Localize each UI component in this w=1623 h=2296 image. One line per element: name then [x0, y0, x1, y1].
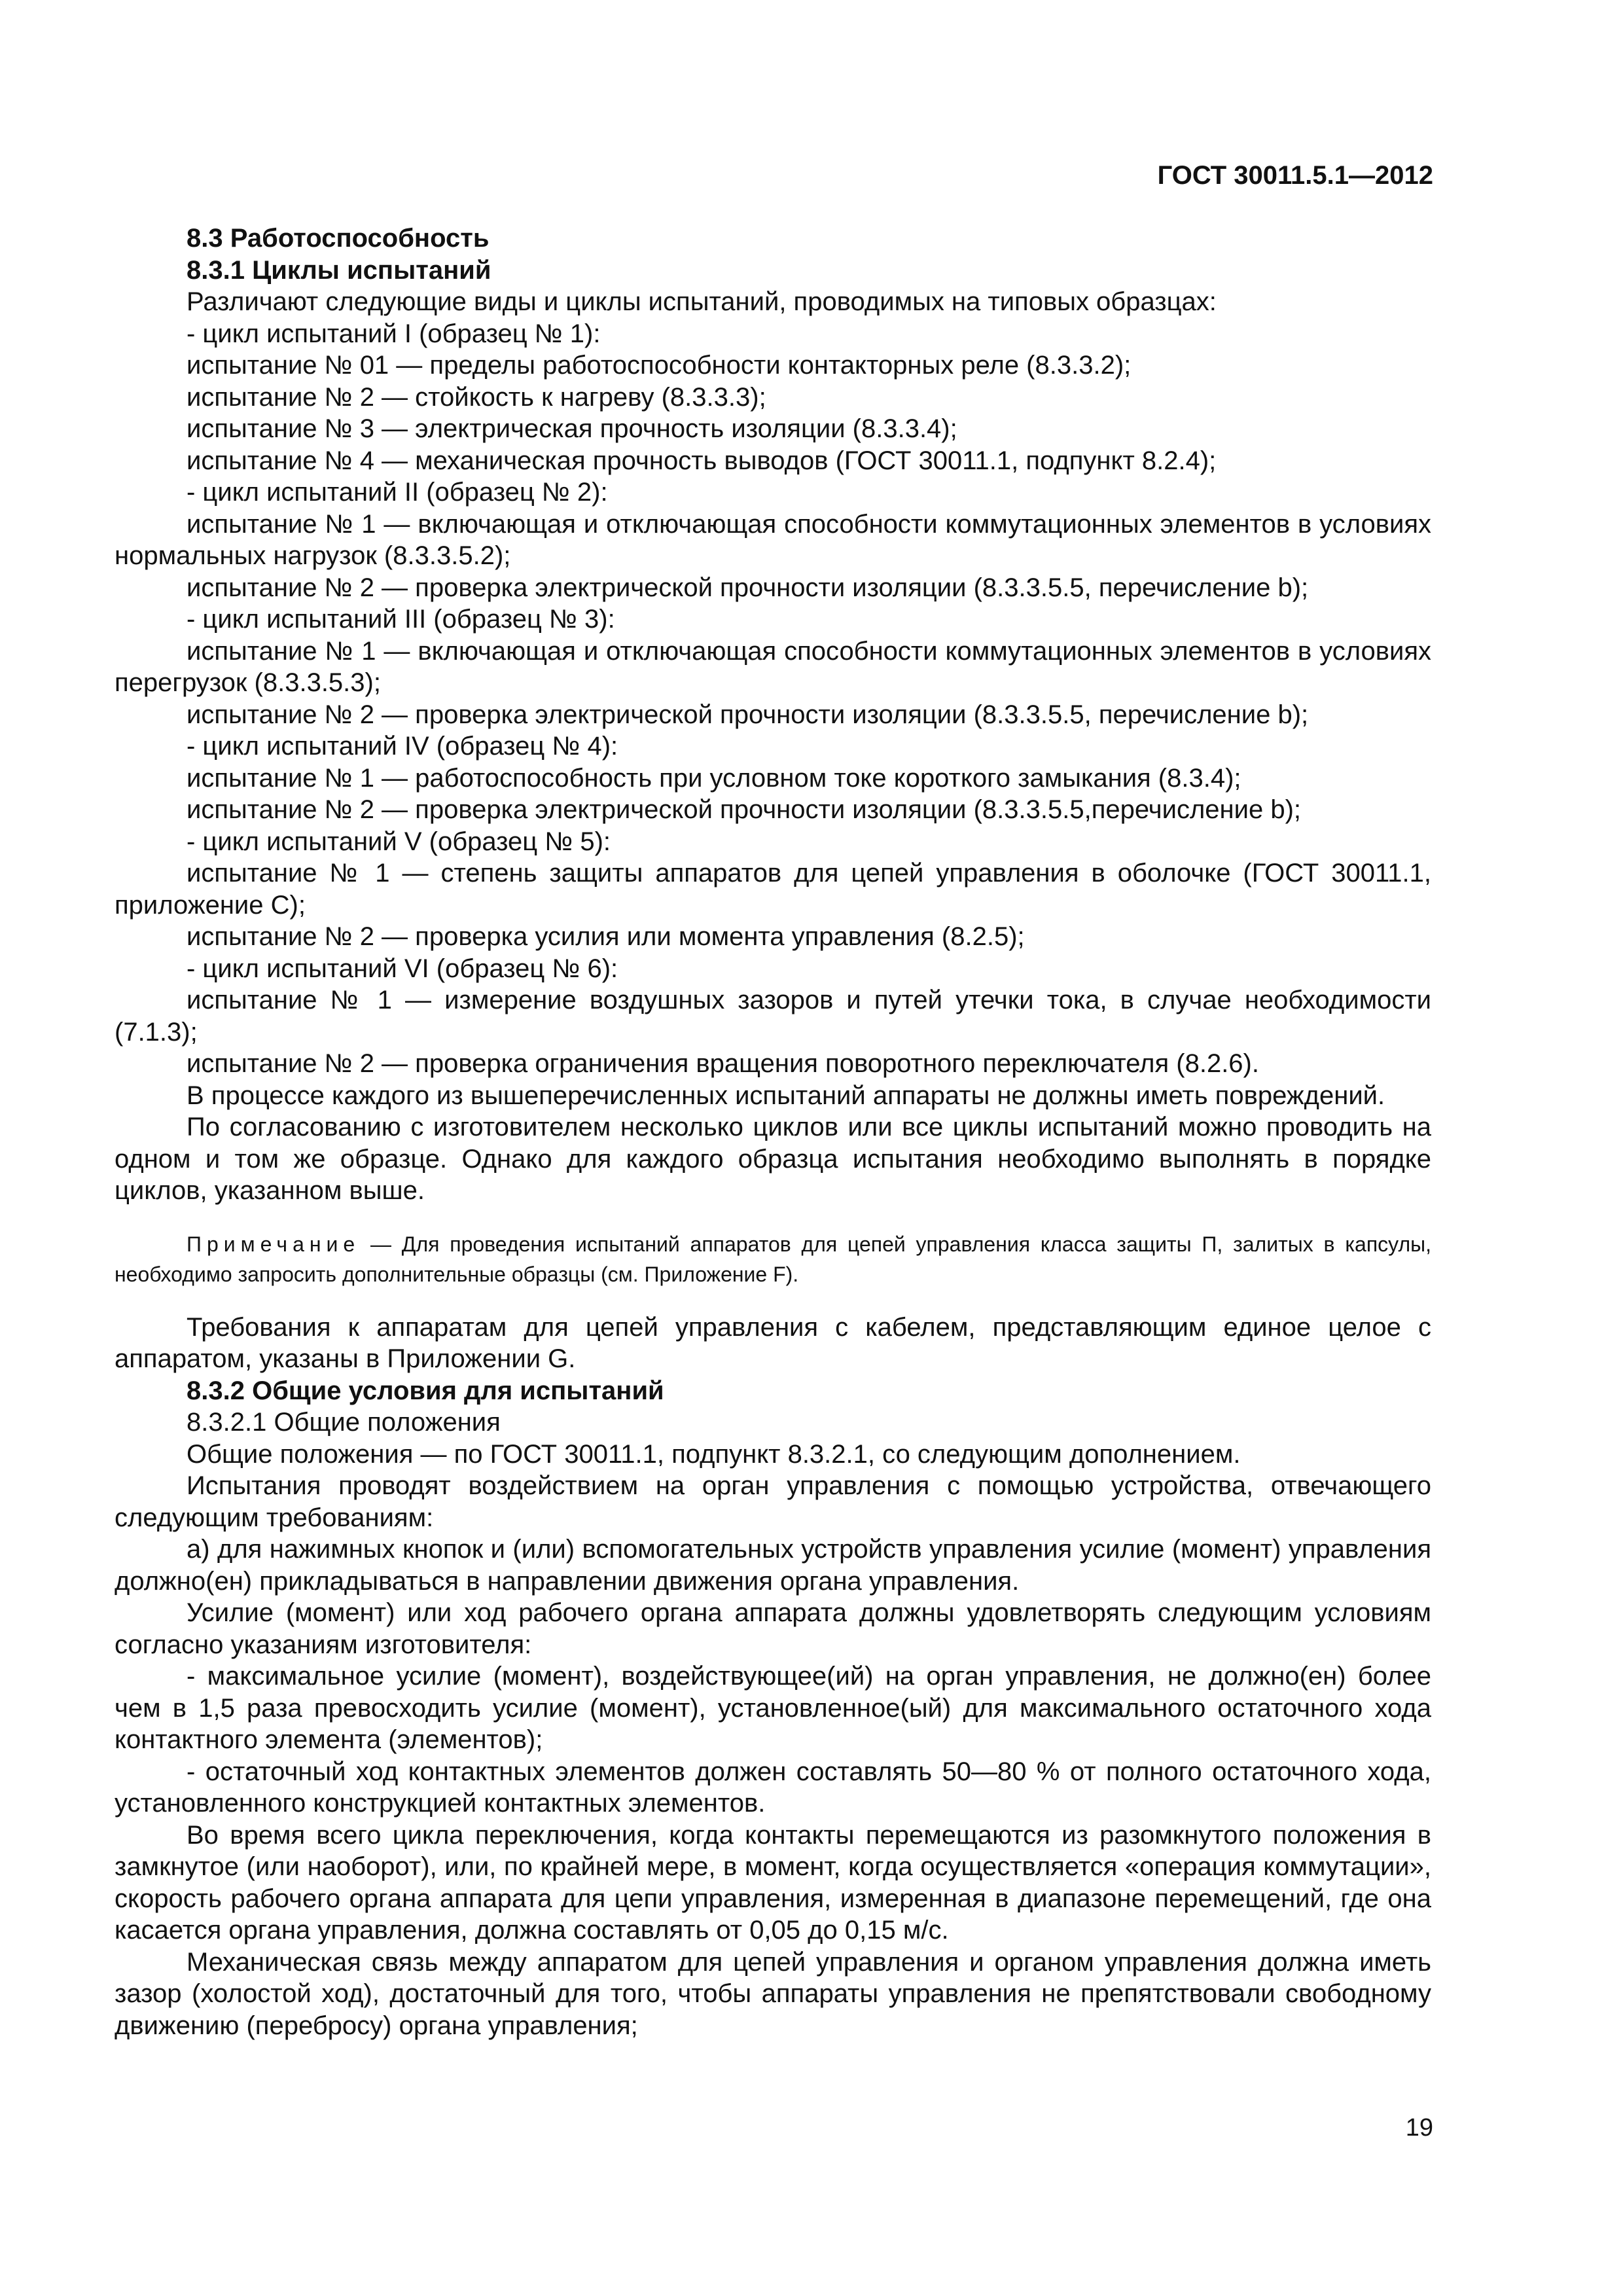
note	[115, 1229, 1431, 1289]
paragraph: испытание № 4 — механическая прочность выводов (ГОСТ 30011.1, подпункт 8.2.4);	[187, 446, 1217, 475]
paragraph: - цикл испытаний V (образец № 5):	[187, 827, 611, 856]
paragraph: испытание № 1 — степень защиты аппаратов для цепей управления в оболочке (ГОСТ 30011.1, приложение С);	[115, 859, 1431, 920]
paragraph: - максимальное усилие (момент), воздействующее(ий) на орган управления, не должно(ен) более чем в 1,5 раза превосходить усилие (момент), установленное(ый) для максимального остаточного хода контактного элемента (элементов);	[115, 1662, 1431, 1754]
paragraph: испытание № 2 — проверка электрической прочности изоляции (8.3.3.5.5, перечисление b);	[187, 573, 1309, 602]
paragraph: испытание № 1 — включающая и отключающая способности коммутационных элементов в условиях нормальных нагрузок (8.3.3.5.2);	[115, 509, 1431, 570]
paragraph: В процессе каждого из вышеперечисленных испытаний аппараты не должны иметь повреждений.	[187, 1081, 1385, 1110]
note-label: Примечание	[187, 1232, 361, 1256]
paragraph: испытание № 2 — проверка усилия или момента управления (8.2.5);	[187, 922, 1025, 951]
section-8-3-2-text	[115, 1312, 1431, 2042]
paragraph: Общие положения — по ГОСТ 30011.1, подпункт 8.3.2.1, со следующим дополнением.	[187, 1439, 1241, 1469]
page-body	[115, 223, 1431, 2041]
paragraph: испытание № 2 — проверка электрической прочности изоляции (8.3.3.5.5,перечисление b);	[187, 795, 1302, 824]
paragraph: испытание № 01 — пределы работоспособности контакторных реле (8.3.3.2);	[187, 351, 1132, 380]
paragraph: Испытания проводят воздействием на орган управления с помощью устройства, отвечающего следующим требованиям:	[115, 1471, 1431, 1532]
paragraph: - остаточный ход контактных элементов должен составлять 50—80 % от полного остаточного хода, установленного конструкцией контактных элементов.	[115, 1757, 1431, 1818]
section-heading: 8.3 Работоспособность	[187, 224, 490, 253]
paragraph: - цикл испытаний VI (образец № 6):	[187, 954, 618, 983]
paragraph: Механическая связь между аппаратом для цепей управления и органом управления должна иметь зазор (холостой ход), достаточный для того, чтобы аппараты управления не препятствовали свободному движению (перебросу) органа управления;	[115, 1947, 1431, 2040]
standard-designation: ГОСТ 30011.5.1—2012	[1157, 161, 1433, 190]
paragraph: испытание № 3 — электрическая прочность изоляции (8.3.3.4);	[187, 414, 957, 443]
section-heading: 8.3.1 Циклы испытаний	[187, 255, 491, 285]
paragraph: 8.3.2.1 Общие положения	[187, 1408, 501, 1437]
paragraph: - цикл испытаний II (образец № 2):	[187, 478, 608, 507]
paragraph: - цикл испытаний IV (образец № 4):	[187, 732, 618, 761]
paragraph: испытание № 1 — включающая и отключающая способности коммутационных элементов в условиях перегрузок (8.3.3.5.3);	[115, 636, 1431, 697]
paragraph: По согласованию с изготовителем несколько циклов или все циклы испытаний можно проводить на одном и том же образце. Однако для каждого образца испытания необходимо выполнять в порядке циклов, указанном выше.	[115, 1113, 1431, 1205]
section-heading: 8.3.2 Общие условия для испытаний	[187, 1376, 664, 1405]
paragraph: испытание № 2 — стойкость к нагреву (8.3.3.3);	[187, 382, 766, 412]
paragraph: Во время всего цикла переключения, когда контакты перемещаются из разомкнутого положения в замкнутое (или наоборот), или, по крайней мере, в момент, когда осуществляется «операция коммутации», скорость рабочего органа аппарата для цепи управления, измеренная в диапазоне перемещений, где она касается органа управления, должна составлять от 0,05 до 0,15 м/с.	[115, 1820, 1431, 1945]
paragraph: - цикл испытаний III (образец № 3):	[187, 605, 615, 634]
paragraph: Усилие (момент) или ход рабочего органа аппарата должны удовлетворять следующим условиям согласно указаниям изготовителя:	[115, 1598, 1431, 1659]
paragraph: а) для нажимных кнопок и (или) вспомогательных устройств управления усилие (момент) управления должно(ен) прикладываться в направлении движения органа управления.	[115, 1535, 1431, 1596]
paragraph: испытание № 2 — проверка электрической прочности изоляции (8.3.3.5.5, перечисление b);	[187, 700, 1309, 729]
paragraph: испытание № 1 — измерение воздушных зазоров и путей утечки тока, в случае необходимости (7.1.3);	[115, 986, 1431, 1047]
paragraph: - цикл испытаний I (образец № 1):	[187, 319, 601, 348]
paragraph: Требования к аппаратам для цепей управления с кабелем, представляющим единое целое с аппаратом, указаны в Приложении G.	[115, 1312, 1431, 1373]
paragraph: Различают следующие виды и циклы испытаний, проводимых на типовых образцах:	[187, 287, 1217, 316]
section-8-3-text	[115, 223, 1431, 1207]
paragraph: испытание № 1 — работоспособность при условном токе короткого замыкания (8.3.4);	[187, 763, 1241, 793]
note-text: — Для проведения испытаний аппаратов для цепей управления класса защиты П, залитых в капсулы, необходимо запросить дополнительные образцы (см. Приложение F).	[115, 1232, 1431, 1286]
page-number: 19	[1405, 2114, 1433, 2142]
paragraph: испытание № 2 — проверка ограничения вращения поворотного переключателя (8.2.6).	[187, 1049, 1259, 1078]
